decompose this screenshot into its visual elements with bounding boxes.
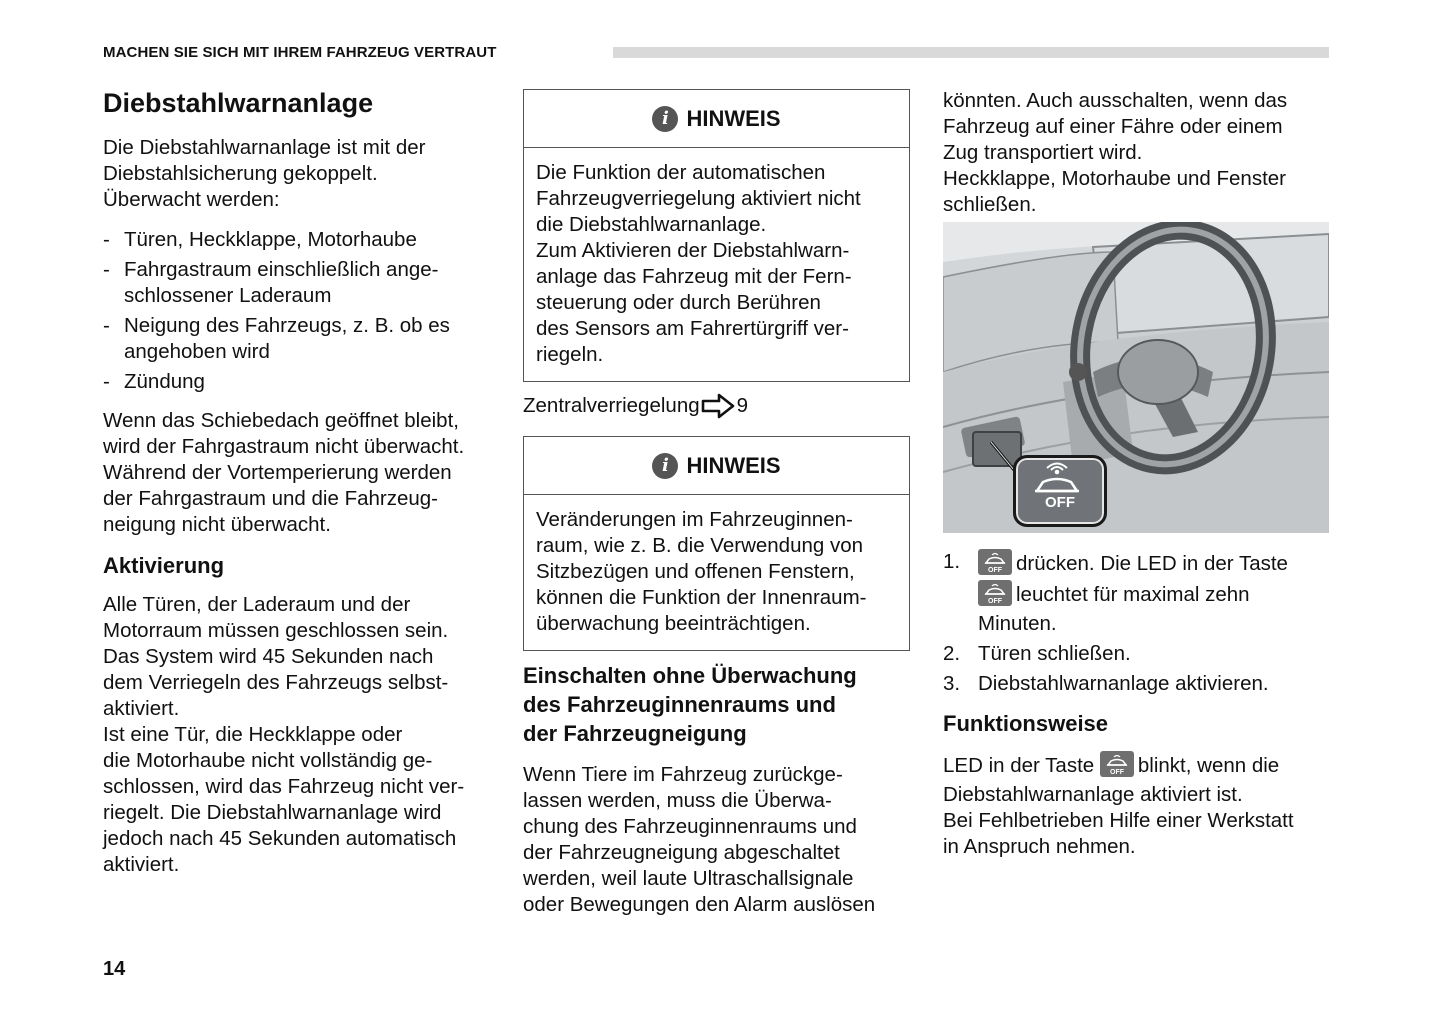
text-line: jedoch nach 45 Sekunden automatisch	[103, 827, 457, 850]
text-line: könnten. Auch ausschalten, wenn das	[943, 89, 1288, 112]
text-line: Heckklappe, Motorhaube und Fenster	[943, 167, 1287, 190]
dashboard-illustration	[943, 222, 1329, 533]
function-text: blinkt, wenn die	[1137, 754, 1280, 777]
text-line: Veränderungen im Fahrzeuginnen-	[536, 508, 853, 531]
subheading-einschalten	[523, 661, 913, 748]
step-number: 3.	[943, 672, 961, 695]
notice-header	[524, 437, 909, 495]
info-icon: i	[652, 453, 678, 479]
text-line: riegeln.	[536, 343, 604, 366]
header-rule	[613, 47, 1329, 58]
text-line: aktiviert.	[103, 697, 180, 720]
subheading-aktivierung: Aktivierung	[103, 553, 225, 578]
sunroof-paragraph	[103, 408, 503, 538]
text-line: anlage das Fahrzeug mit der Fern-	[536, 265, 852, 288]
list-item-text: schlossener Laderaum	[124, 284, 332, 307]
text-line: können die Funktion der Innenraum-	[536, 586, 867, 609]
text-line: neigung nicht überwacht.	[103, 513, 331, 536]
step-text: leuchtet für maximal zehn	[1016, 583, 1250, 606]
notice-body	[524, 148, 909, 382]
text-line: Wenn das Schiebedach geöffnet bleibt,	[103, 409, 459, 432]
list-item-text: Neigung des Fahrzeugs, z. B. ob es	[124, 314, 450, 337]
text-line: lassen werden, muss die Überwa-	[523, 789, 832, 812]
text-line: Ist eine Tür, die Heckklappe oder	[103, 723, 403, 746]
list-item-text: Zündung	[124, 370, 205, 393]
car-alarm-off-icon	[1100, 751, 1134, 777]
running-header: MACHEN SIE SICH MIT IHREM FAHRZEUG VERTRAUT	[103, 44, 497, 61]
activation-steps	[943, 549, 1338, 701]
step-text-line	[978, 549, 1338, 579]
notice-title: HINWEIS	[686, 452, 781, 478]
info-icon: i	[652, 106, 678, 132]
text-line: Zug transportiert wird.	[943, 141, 1143, 164]
continued-paragraph	[943, 88, 1338, 218]
page-number: 14	[103, 958, 126, 980]
text-line: aktiviert.	[103, 853, 180, 876]
svg-text:OFF: OFF	[1109, 769, 1124, 776]
heading-line: Einschalten ohne Überwachung	[523, 663, 857, 688]
list-item-text: Türen, Heckklappe, Motorhaube	[124, 228, 417, 251]
text-line: Wenn Tiere im Fahrzeug zurückge-	[523, 763, 843, 786]
car-alarm-off-icon	[1013, 455, 1101, 521]
arrow-right-icon	[701, 393, 735, 419]
text-line: schlossen, wird das Fahrzeug nicht ver-	[103, 775, 465, 798]
text-line: schließen.	[943, 193, 1037, 216]
text-line: in Anspruch nehmen.	[943, 835, 1136, 858]
step-number: 1.	[943, 550, 961, 573]
step-item	[943, 549, 1338, 637]
notice-header	[524, 90, 909, 148]
text-line: Diebstahlsicherung gekoppelt.	[103, 162, 378, 185]
cross-reference[interactable]	[523, 393, 748, 419]
text-line: Zum Aktivieren der Diebstahlwarn-	[536, 239, 850, 262]
text-line: Fahrzeug auf einer Fähre oder einem	[943, 115, 1283, 138]
step-number: 2.	[943, 642, 961, 665]
text-line: chung des Fahrzeuginnenraums und	[523, 815, 857, 838]
text-line: die Motorhaube nicht vollständig ge-	[103, 749, 433, 772]
list-item	[103, 257, 498, 309]
step-text: drücken. Die LED in der Taste	[1016, 552, 1288, 575]
off-label: OFF	[1045, 494, 1075, 511]
step-text: Türen schließen.	[978, 642, 1131, 665]
step-text-line	[978, 579, 1338, 611]
notice-body	[524, 495, 909, 651]
notice-box-1	[523, 89, 910, 382]
text-line: Bei Fehlbetrieben Hilfe einer Werkstatt	[943, 809, 1294, 832]
text-line: Motorraum müssen geschlossen sein.	[103, 619, 449, 642]
text-line: Sitzbezügen und offenen Fenstern,	[536, 560, 855, 583]
step-text-line: Minuten.	[978, 612, 1057, 635]
text-line: Überwacht werden:	[103, 188, 280, 211]
heading-line: der Fahrzeugneigung	[523, 721, 747, 746]
reference-page: 9	[736, 394, 749, 417]
text-line: oder Bewegungen den Alarm auslösen	[523, 893, 876, 916]
car-alarm-off-icon	[978, 580, 1012, 606]
notice-box-2	[523, 436, 910, 651]
text-line: Alle Türen, der Laderaum und der	[103, 593, 411, 616]
heading-line: des Fahrzeuginnenraums und	[523, 692, 836, 717]
text-line: der Fahrzeugneigung abgeschaltet	[523, 841, 840, 864]
text-line: Die Diebstahlwarnanlage ist mit der	[103, 136, 426, 159]
list-item-text: Fahrgastraum einschließlich ange-	[124, 258, 439, 281]
text-line: die Diebstahlwarnanlage.	[536, 213, 767, 236]
svg-text:OFF: OFF	[988, 567, 1002, 574]
text-line: Fahrzeugverriegelung aktiviert nicht	[536, 187, 861, 210]
text-line	[943, 750, 1338, 782]
text-line: überwachung beeinträchtigen.	[536, 612, 811, 635]
text-line: Während der Vortemperierung werden	[103, 461, 452, 484]
text-line: werden, weil laute Ultraschallsignale	[523, 867, 854, 890]
activation-paragraph	[103, 592, 503, 878]
function-text: LED in der Taste	[943, 754, 1095, 777]
function-paragraph	[943, 750, 1338, 860]
text-line: Das System wird 45 Sekunden nach	[103, 645, 434, 668]
list-item	[103, 313, 498, 365]
list-item	[103, 369, 498, 395]
car-alarm-off-icon	[978, 549, 1012, 575]
text-line: wird der Fahrgastraum nicht überwacht.	[103, 435, 465, 458]
animals-paragraph	[523, 762, 918, 918]
subheading-funktionsweise: Funktionsweise	[943, 711, 1109, 736]
text-line: raum, wie z. B. die Verwendung von	[536, 534, 864, 557]
step-item	[943, 671, 1338, 697]
text-line: riegelt. Die Diebstahlwarnanlage wird	[103, 801, 442, 824]
notice-title: HINWEIS	[686, 105, 781, 131]
text-line: dem Verriegeln des Fahrzeugs selbst-	[103, 671, 449, 694]
text-line: des Sensors am Fahrertürgriff ver-	[536, 317, 849, 340]
intro-paragraph	[103, 135, 498, 213]
step-item	[943, 641, 1338, 667]
alarm-off-button-callout	[1013, 455, 1107, 527]
text-line: steuerung oder durch Berühren	[536, 291, 821, 314]
steering-wheel-drawing	[943, 222, 1329, 533]
list-item-text: angehoben wird	[124, 340, 270, 363]
text-line: Diebstahlwarnanlage aktiviert ist.	[943, 783, 1243, 806]
section-title: Diebstahlwarnanlage	[103, 88, 374, 118]
svg-text:OFF: OFF	[988, 598, 1002, 605]
list-item	[103, 227, 498, 253]
text-line: der Fahrgastraum und die Fahrzeug-	[103, 487, 439, 510]
monitored-list	[103, 227, 498, 399]
text-line: Die Funktion der automatischen	[536, 161, 826, 184]
reference-text: Zentralverriegelung	[523, 394, 700, 417]
step-text: Diebstahlwarnanlage aktivieren.	[978, 672, 1269, 695]
